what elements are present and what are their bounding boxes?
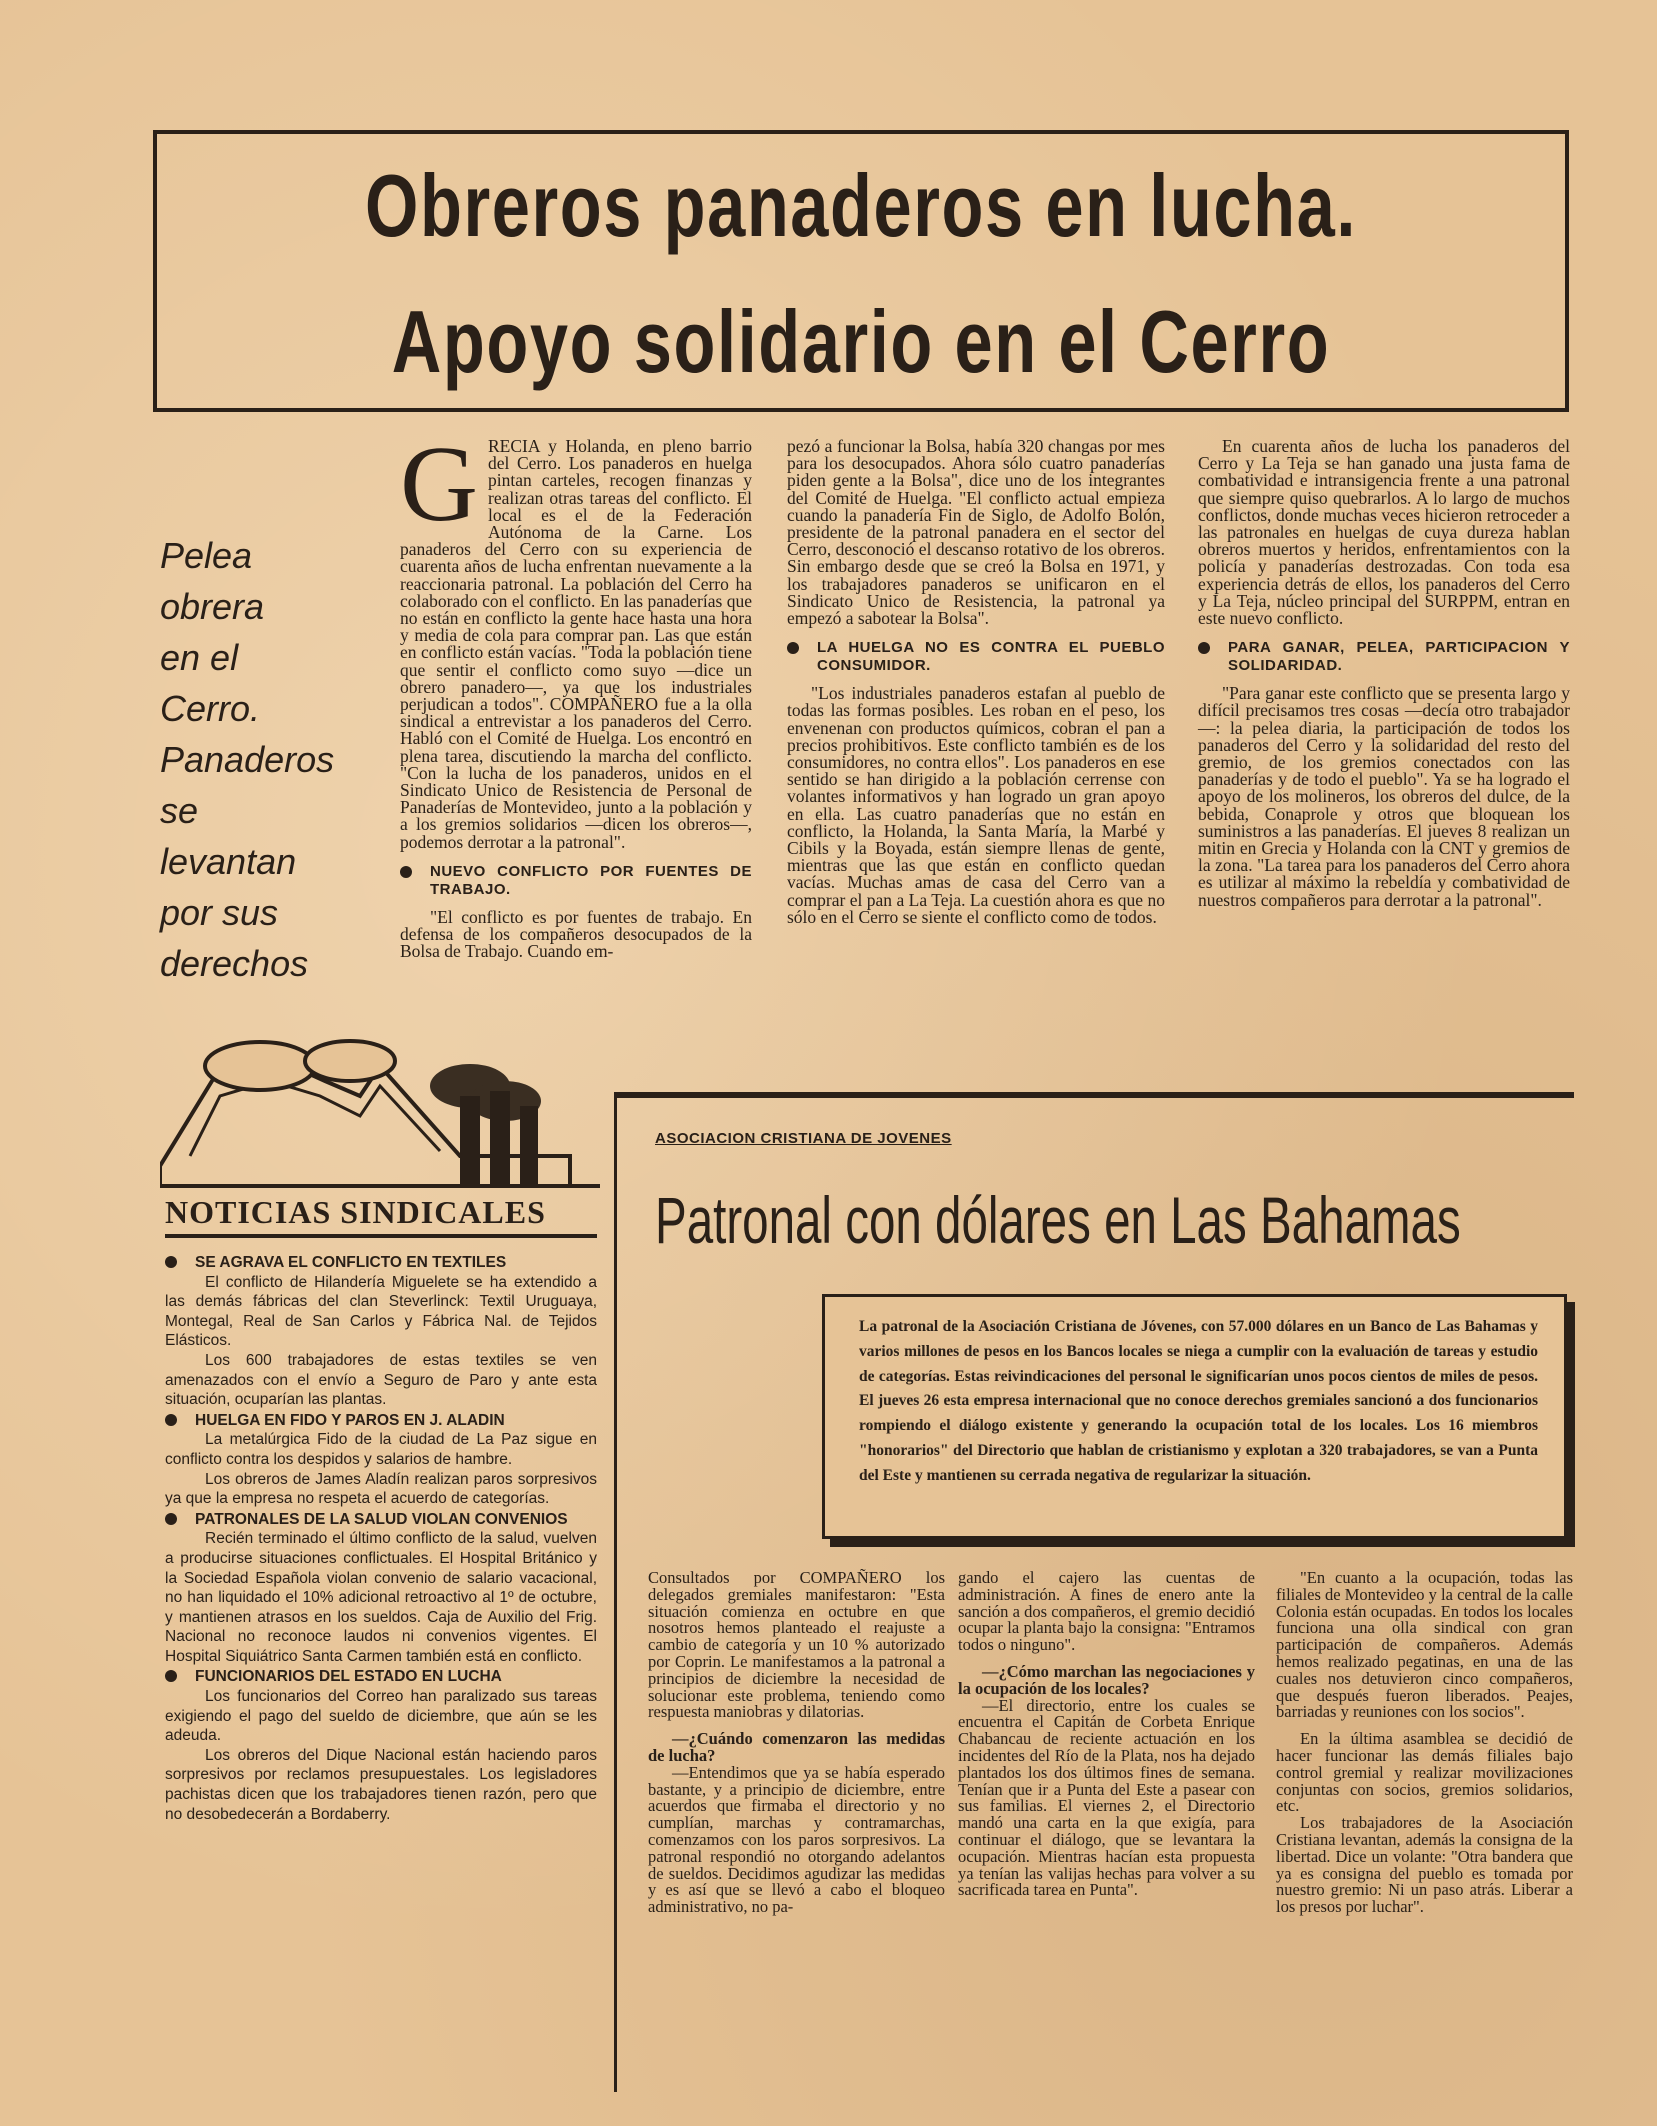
noticia-heading: HUELGA EN FIDO Y PAROS EN J. ALADIN [165, 1411, 597, 1431]
interview-question: —¿Cuándo comenzaron las medidas de lucha? [648, 1729, 945, 1765]
bullet-icon [165, 1256, 177, 1268]
noticia-paragraph: Los funcionarios del Correo han paralizado sus tareas exigiendo el pago del sueldo de diciembre, que aún se les adeuda. [165, 1688, 597, 1745]
noticia-heading: FUNCIONARIOS DEL ESTADO EN LUCHA [165, 1667, 597, 1687]
article-paragraph: En cuarenta años de lucha los panaderos del Cerro y La Teja se han ganado una justa fama de combatividad e intransigencia frente a una patronal que siempre quiso quebrarlos. A lo largo de muchos conflictos, donde muchas veces hicieron retroceder a las patronales en huelgas de cuya dureza hablan obreros muertos y heridos, enfrentamientos con la policía y panaderías destrozadas. Con toda esa experiencia detrás de ellos, los panaderos del Cerro y La Teja, núcleo principal del SURPPM, entran en este nuevo conflicto. [1198, 436, 1570, 629]
noticia-paragraph: La metalúrgica Fido de la ciudad de La Paz sigue en conflicto contra los despidos y salarios de hambre. [165, 1431, 597, 1468]
noticia-heading: SE AGRAVA EL CONFLICTO EN TEXTILES [165, 1253, 597, 1273]
acj-column-1 [648, 1570, 945, 1916]
bahamas-headline: Patronal con dólares en Las Bahamas [655, 1183, 1461, 1257]
bullet-icon [1198, 642, 1210, 654]
acj-column-3 [1276, 1570, 1573, 1916]
article-paragraph: En la última asamblea se decidió de hacer funcionar las demás filiales bajo control gremial y realizar movilizaciones conjuntas con socios, gremios solidarios, etc. [1276, 1729, 1573, 1816]
column-divider [614, 1092, 617, 2092]
bullet-icon [787, 642, 799, 654]
acj-section-label: ASOCIACION CRISTIANA DE JOVENES [655, 1130, 952, 1147]
noticias-sindicales-title: NOTICIAS SINDICALES [165, 1194, 597, 1238]
bullet-icon [165, 1670, 177, 1682]
article-paragraph: Los trabajadores de la Asociación Cristiana levantan, además la consigna de la libertad. Dice un volante: "Otra bandera que ya es consigna del pueblo es tomada por nuestro gremio: Ni un paso atrás. Liberar a los presos por luchar". [1276, 1813, 1573, 1917]
section-divider [614, 1092, 1574, 1098]
pull-quote-line: levantan [160, 841, 297, 882]
headline-box [153, 130, 1569, 412]
bullet-icon [165, 1414, 177, 1426]
acj-intro-text: La patronal de la Asociación Cristiana de Jóvenes, con 57.000 dólares en un Banco de Las Bahamas y varios millones de pesos en los Bancos locales se niega a cumplir con la evaluación de tareas y estudio de categorías. Estas reivindicaciones del personal le significarían unos pocos cientos de miles de pesos. El jueves 26 esta empresa internacional que no conoce derechos gremiales sancionó a dos funcionarios rompiendo el diálogo existente y generando la ocupación total de los locales. Los 16 miembros "honorarios" del Directorio que hablan de cristianismo y explotan a 320 trabajadores, se van a Punta del Este y mantienen su cerrada negativa de regularizar la situación. [859, 1318, 1538, 1484]
article-paragraph: pezó a funcionar la Bolsa, había 320 changas por mes para los desocupados. Ahora sólo cuatro panaderías piden gente a la Bolsa", dice uno de los integrantes del Comité de Huelga. "El conflicto actual empieza cuando la panadería Fin de Siglo, de Adolfo Bolón, presidente de la patronal panadera en el sector del Cerro, desconoció el descanso rotativo de los obreros. Sin embargo desde que se creó la Bolsa en 1971, y los trabajadores panaderos se unificaron en el Sindicato Unico de Resistencia, la patronal ya empezó a sabotear la Bolsa". [787, 436, 1165, 629]
interview-question: —¿Cómo marchan las negociaciones y la ocupación de los locales? [958, 1661, 1255, 1698]
article-paragraph: RECIA y Holanda, en pleno barrio del Cerro. Los panaderos en huelga pintan carteles, recogen finanzas y realizan otras tareas del conflicto. El local es el de la Federación Autónoma de la Carne. Los panaderos del Cerro con su experiencia de cuarenta años de lucha enfrentan nuevamente a la reaccionaria patronal. La población del Cerro ha colaborado con el conflicto. En las panaderías que no están en conflicto la gente hace hasta una hora y media de cola para comprar pan. Las que están en conflicto están vacías. "Toda la población tiene que sentir el conflicto como suyo —dice un obrero panadero—, ya que los industriales perjudican a todos". COMPAÑERO fue a la olla sindical a entrevistar a los panaderos del Cerro. Habló con el Comité de Huelga. Los encontró en plena tarea, discutiendo la marcha del conflicto. "Con la lucha de los panaderos, unidos en el Sindicato Unico de Resistencia de Personal de Panaderías de Montevideo, junto a la población y a los gremios solidarios —dicen los obreros—, podemos derrotar a la patronal". [400, 436, 752, 852]
article-column-1 [400, 425, 752, 962]
noticia-paragraph: Los obreros de James Aladín realizan paros sorpresivos ya que la empresa no respeta el acuerdo de categorías. [165, 1470, 597, 1508]
article-paragraph: —Entendimos que ya se había esperado bastante, y a principio de diciembre, entre acuerdos que firmaba el directorio y no cumplían, marchas y contramarchas, comenzamos con los paros sorpresivos. La patronal respondió no otorgando adelantos de sueldos. Decidimos agudizar las medidas y es así que se llevó a cabo el bloqueo administrativo, no pa- [648, 1762, 945, 1917]
pull-quote [160, 530, 335, 989]
pull-quote-line: obrera [160, 586, 265, 627]
headline-line-1: Obreros panaderos en lucha. [365, 156, 1357, 255]
article-paragraph: "Los industriales panaderos estafan al pueblo de todas las formas posibles. Les roban en el peso, los envenenan con productos químicos, cobran el pan a precios prohibitivos. Este conflicto también es de los consumidores, no contra ellos". Los panaderos en ese sentido se han dirigido a la población cerrense con volantes informativos y han logrado un gran apoyo en ella. Las cuatro panaderías que no están en conflicto, la Holanda, la Santa María, la Marbé y Cibils y la Boyada, están siempre llenas de gente, mientras que las que están en conflicto quedan vacías. Muchas amas de casa del Cerro van a comprar el pan a La Teja. La cuestión ahora es que no sólo en el Cerro se siente el conflicto como de todos. [787, 683, 1165, 927]
subhead-huelga: LA HUELGA NO ES CONTRA EL PUEBLO CONSUMIDOR. [787, 639, 1165, 675]
pull-quote-line: Pelea [160, 535, 253, 576]
article-paragraph: "En cuanto a la ocupación, todas las filiales de Montevideo y la central de la calle Colonia están ocupadas. En todos los locales funciona una olla sindical con gran participación de compañeros. Además hemos realizado pegatinas, en una de las cuales nos detuvieron cinco compañeros, que después fueron liberados. Peajes, barriadas y reuniones con los socios". [1276, 1568, 1573, 1722]
article-column-2 [787, 438, 1165, 926]
acj-intro-box [822, 1294, 1567, 1539]
bullet-icon [400, 866, 412, 878]
article-paragraph: —El directorio, entre los cuales se encuentra el Capitán de Corbeta Enrique Chabancau de reciente actuación en los incidentes del Río de la Plata, nos ha dejado plantados los dos últimos fines de semana. Tenían que ir a Punta del Este a pasear con sus familias. El viernes 2, el Directorio mandó una carta en la que exigía, para continuar el diálogo, que se levantara la ocupación. Mientras hacían esta propuesta ya tenían las valijas hechas para volver a su sacrificada tarea en Punta". [958, 1695, 1255, 1900]
subhead-para-ganar: PARA GANAR, PELEA, PARTICIPACION Y SOLIDARIDAD. [1198, 639, 1570, 675]
pull-quote-line: se [160, 790, 199, 831]
headline-line-2: Apoyo solidario en el Cerro [391, 292, 1331, 391]
article-paragraph: gando el cajero las cuentas de administración. A fines de enero ante la sanción a dos compañeros, el gremio decidió ocupar la planta bajo la consigna: "Entramos todos o ninguno". [958, 1568, 1255, 1655]
article-column-3 [1198, 438, 1570, 909]
bullet-icon [165, 1513, 177, 1525]
pull-quote-line: en el [160, 637, 239, 678]
drop-cap: G [400, 425, 478, 544]
subhead-nuevo-conflicto: NUEVO CONFLICTO POR FUENTES DE TRABAJO. [400, 863, 752, 899]
pull-quote-line: por sus [160, 892, 279, 933]
noticias-sindicales-list [165, 1252, 597, 1824]
acj-column-2 [958, 1570, 1255, 1899]
article-paragraph: "Para ganar este conflicto que se presenta largo y difícil precisamos tres cosas —decía otro trabajador—: la pelea diaria, la participación de todos los panaderos del Cerro y la solidaridad del resto del gremio, de los gremios conectados con las panaderías y de todo el pueblo". Ya se ha logrado el apoyo de los molineros, los obreros del dulce, de la bebida, Conaprole y otros que bloquean los suministros a las panaderías. El jueves 8 realizan un mitin en Grecia y Holanda con la CNT y gremios de la zona. "La tarea para los panaderos del Cerro ahora es utilizar al máximo la rebeldía y combatividad de nuestros compañeros para derrotar a la patronal". [1198, 683, 1570, 910]
noticia-paragraph: Los obreros del Dique Nacional están haciendo paros sorpresivos por reclamos presupuestales. Los legisladores pachistas dicen que los trabajadores tienen razón, pero que no desobedecerán a Bordaberry. [165, 1746, 597, 1823]
pull-quote-line: Cerro. [160, 688, 261, 729]
article-paragraph: "El conflicto es por fuentes de trabajo. En defensa de los compañeros desocupados de la Bolsa de Trabajo. Cuando em- [400, 906, 752, 962]
noticia-paragraph: Los 600 trabajadores de estas textiles se ven amenazados con el envío a Seguro de Paro y ante esta situación, ocuparían las plantas. [165, 1351, 597, 1409]
factory-illustration-icon [160, 1036, 600, 1188]
pull-quote-line: derechos [160, 943, 309, 984]
noticia-paragraph: Recién terminado el último conflicto de la salud, vuelven a producirse situaciones conflictuales. El Hospital Británico y la Sociedad Española violan convenio de salario vacacional, no han liquidado el 10% adicional retroactivo al 1º de octubre, y mantienen atrasos en los sueldos. Caja de Auxilio del Frig. Nacional no reconoce laudos ni convenios vigentes. El Hospital Siquiátrico Santa Carmen también está en conflicto. [165, 1530, 597, 1665]
noticia-paragraph: El conflicto de Hilandería Miguelete se ha extendido a las demás fábricas del clan Steverlinck: Textil Uruguaya, Montegal, Real de San Carlos y Fábrica Nal. de Tejidos Elásticos. [165, 1273, 597, 1350]
article-paragraph: Consultados por COMPAÑERO los delegados gremiales manifestaron: "Esta situación comienza en octubre en que nosotros hemos planteado el reajuste a cambio de categoría y un 10 % autorizado por Coprin. Le manifestamos a la patronal a principios de diciembre la necesidad de solucionar este problema, teniendo como respuesta maniobras y dilatorias. [648, 1568, 945, 1722]
noticia-heading: PATRONALES DE LA SALUD VIOLAN CONVENIOS [165, 1510, 597, 1530]
pull-quote-line: Panaderos [160, 739, 335, 780]
